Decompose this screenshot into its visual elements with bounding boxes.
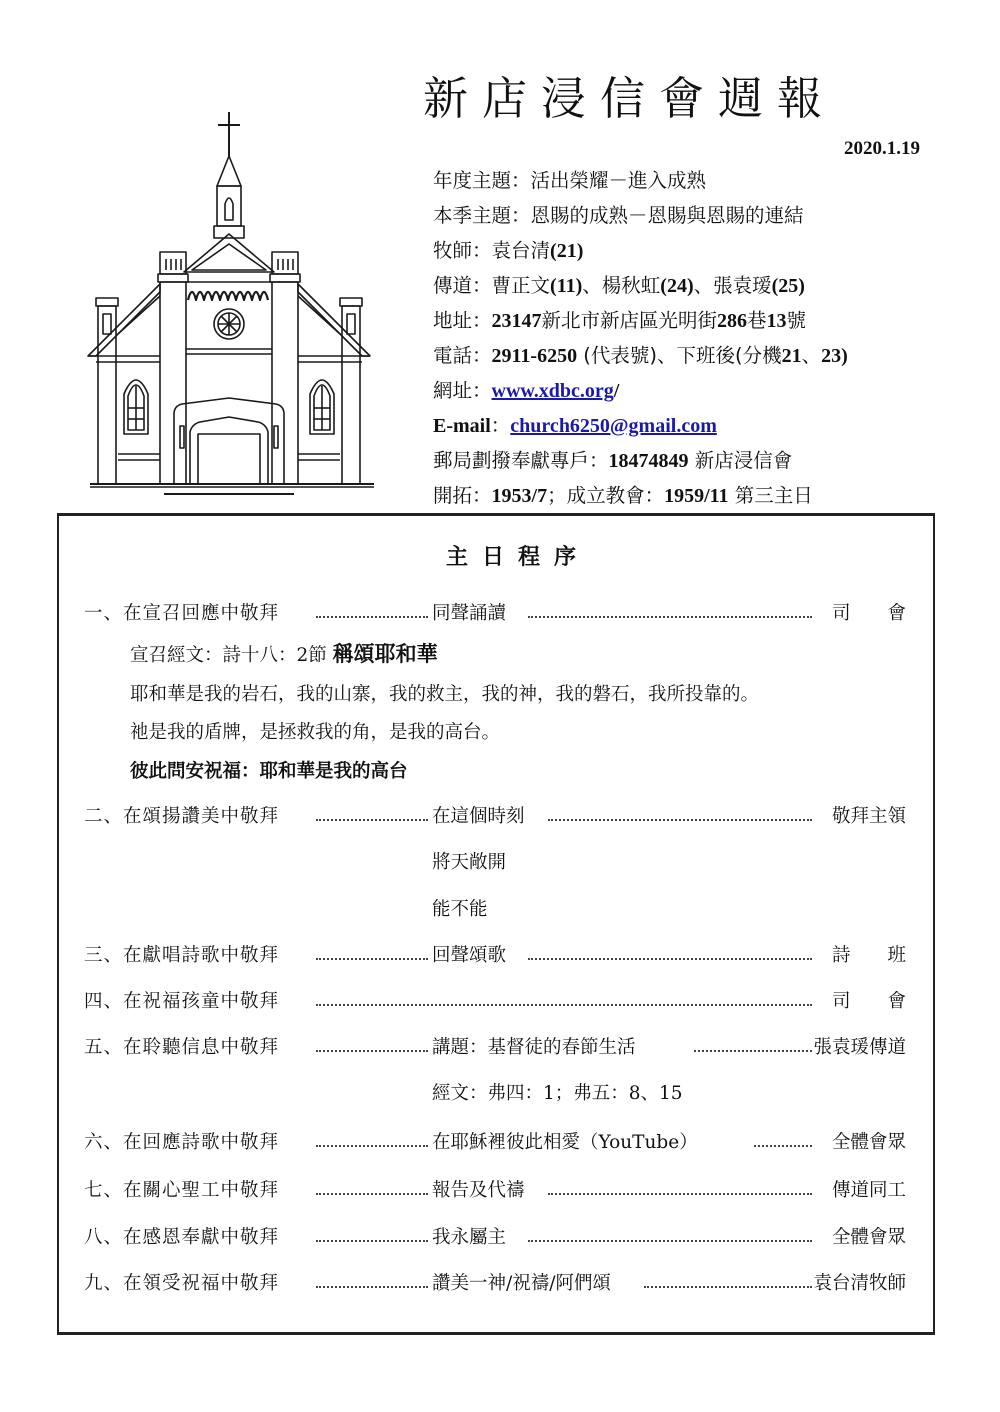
season-theme-label: 本季主題： (433, 204, 531, 227)
program-title: 主日程序 (445, 544, 590, 570)
dot-leader (528, 1240, 812, 1242)
phone-line (433, 343, 848, 369)
program-box (57, 513, 935, 1335)
scripture-line-1: 耶和華是我的岩石，我的山寨，我的救主，我的神，我的磐石，我所投靠的。 (130, 684, 760, 705)
item-section: 四、在祝福孩童中敬拜 (84, 991, 280, 1012)
dot-leader (316, 958, 428, 960)
item-section: 五、在聆聽信息中敬拜 (84, 1037, 280, 1058)
dot-leader (528, 958, 812, 960)
item-content: 讚美一神/祝禱/阿們頌 (432, 1273, 611, 1294)
program-item (84, 987, 906, 1015)
address-lane-label: 巷 (747, 309, 767, 332)
separator: 、 (582, 274, 602, 297)
annual-theme-value: 活出榮耀－進入成熟 (530, 169, 707, 192)
church-icon (84, 104, 380, 496)
dot-leader (316, 1193, 428, 1195)
preacher-2-ext: (24) (660, 275, 694, 297)
item-leader: 傳道同工 (831, 1180, 906, 1201)
preachers-line (433, 273, 805, 299)
address-lane: 286 (717, 310, 748, 332)
dot-leader (316, 616, 428, 618)
season-theme (433, 203, 804, 229)
bulletin-title: 新店浸信會週報 (423, 72, 837, 125)
item-content: 在耶穌裡彼此相愛（YouTube） (432, 1132, 698, 1153)
program-item (84, 1176, 906, 1204)
dot-leader (316, 1145, 428, 1147)
address-zip: 23147 (491, 310, 542, 332)
program-item (84, 599, 906, 627)
email-label: E-mail (433, 415, 491, 437)
item-content: 我永屬主 (432, 1227, 507, 1248)
address-number-label: 號 (786, 309, 807, 332)
item-section: 八、在感恩奉獻中敬拜 (84, 1227, 280, 1248)
scripture-line-2: 祂是我的盾牌，是拯救我的角，是我的高台。 (130, 722, 501, 743)
dot-leader (694, 1050, 812, 1052)
email-link[interactable]: church6250@gmail.com (510, 415, 717, 437)
dot-leader (316, 1004, 812, 1006)
item-content: 在這個時刻 (432, 806, 525, 827)
annual-theme (433, 168, 706, 194)
call-scripture-ref: 宣召經文：詩十八：2節 (130, 645, 327, 666)
item-content: 回聲頌歌 (432, 945, 507, 966)
item-section: 一、在宣召回應中敬拜 (84, 603, 280, 624)
program-item (84, 941, 906, 969)
founding-line (433, 483, 813, 509)
website-line (433, 378, 619, 404)
dot-leader (316, 1050, 428, 1052)
dot-leader (548, 819, 812, 821)
item-content: 報告及代禱 (432, 1180, 525, 1201)
dot-leader (644, 1286, 812, 1288)
established-week: 第三主日 (728, 484, 813, 507)
item-section: 九、在領受祝福中敬拜 (84, 1273, 280, 1294)
greeting: 彼此問安祝福：耶和華是我的高台 (130, 761, 408, 782)
item-section: 二、在頌揚讚美中敬拜 (84, 806, 280, 827)
dot-leader (316, 819, 428, 821)
annual-theme-label: 年度主題： (433, 169, 531, 192)
call-scripture-title: 稱頌耶和華 (332, 641, 438, 666)
dot-leader (316, 1240, 428, 1242)
phone-main: (代表號)、下班後(分機 (577, 344, 782, 367)
separator: 、 (693, 274, 714, 297)
founding-label: 開拓： (433, 484, 492, 507)
preacher-1: 曹正文 (491, 274, 551, 297)
item-leader: 張袁瑗傳道 (813, 1037, 906, 1058)
preacher-2: 楊秋虹 (601, 274, 661, 297)
item-leader: 敬拜主領 (831, 806, 906, 827)
address-label: 地址： (433, 309, 492, 332)
preachers-label: 傳道： (433, 274, 492, 297)
season-theme-value: 恩賜的成熟－恩賜與恩賜的連結 (530, 204, 804, 227)
preacher-1-ext: (11) (550, 275, 583, 297)
bulletin-date: 2020.1.19 (844, 138, 920, 159)
phone-close: ) (841, 345, 848, 367)
pastor-label: 牧師： (433, 239, 492, 262)
website-link[interactable]: www.xdbc.org (491, 380, 614, 402)
pastor-line (433, 238, 583, 264)
pastor-ext: (21) (550, 240, 584, 262)
item-leader: 全體會眾 (831, 1132, 906, 1153)
dot-leader (548, 1193, 812, 1195)
program-item (84, 1223, 906, 1251)
established-date: 1959/11 (664, 485, 729, 507)
program-item (84, 1033, 906, 1061)
song-2: 將天敞開 (432, 852, 507, 873)
item-leader: 司 會 (831, 991, 906, 1012)
postal-name: 新店浸信會 (688, 449, 793, 472)
email-line (433, 413, 717, 439)
address-line (433, 308, 806, 334)
program-item (84, 802, 906, 830)
dot-leader (316, 1286, 428, 1288)
postal-account: 18474849 (608, 450, 689, 472)
song-3: 能不能 (432, 899, 488, 920)
item-content: 同聲誦讀 (432, 603, 507, 624)
item-leader: 詩 班 (831, 945, 906, 966)
postal-line (433, 448, 792, 474)
item-content: 講題：基督徒的春節生活 (432, 1037, 636, 1058)
call-scripture (130, 638, 438, 668)
program-item (84, 1269, 906, 1297)
website-slash: / (613, 380, 620, 402)
program-item (84, 1128, 906, 1156)
address-city: 新北市新店區光明街 (541, 309, 718, 332)
founding-date: 1953/7 (491, 485, 548, 507)
postal-label: 郵局劃撥奉獻專戶： (433, 449, 609, 472)
website-label: 網址： (433, 379, 492, 402)
phone-label: 電話： (433, 344, 492, 367)
sermon-scripture: 經文：弗四：1；弗五：8、15 (432, 1083, 683, 1104)
item-leader: 司 會 (831, 603, 906, 624)
item-leader: 袁台清牧師 (813, 1273, 906, 1294)
established-label: ；成立教會： (547, 484, 665, 507)
preacher-3: 張袁瑷 (713, 274, 772, 297)
address-number: 13 (766, 310, 787, 332)
item-leader: 全體會眾 (831, 1227, 906, 1248)
preacher-3-ext: (25) (771, 275, 805, 297)
dot-leader (528, 616, 812, 618)
separator: 、 (801, 344, 822, 367)
item-section: 三、在獻唱詩歌中敬拜 (84, 945, 280, 966)
phone-ext-1: 21 (781, 345, 802, 367)
item-section: 六、在回應詩歌中敬拜 (84, 1132, 280, 1153)
email-colon: ： (490, 414, 511, 437)
pastor-name: 袁台清 (491, 239, 551, 262)
phone-number: 2911-6250 (491, 345, 578, 367)
item-section: 七、在關心聖工中敬拜 (84, 1180, 280, 1201)
dot-leader (754, 1145, 812, 1147)
phone-ext-2: 23 (821, 345, 842, 367)
